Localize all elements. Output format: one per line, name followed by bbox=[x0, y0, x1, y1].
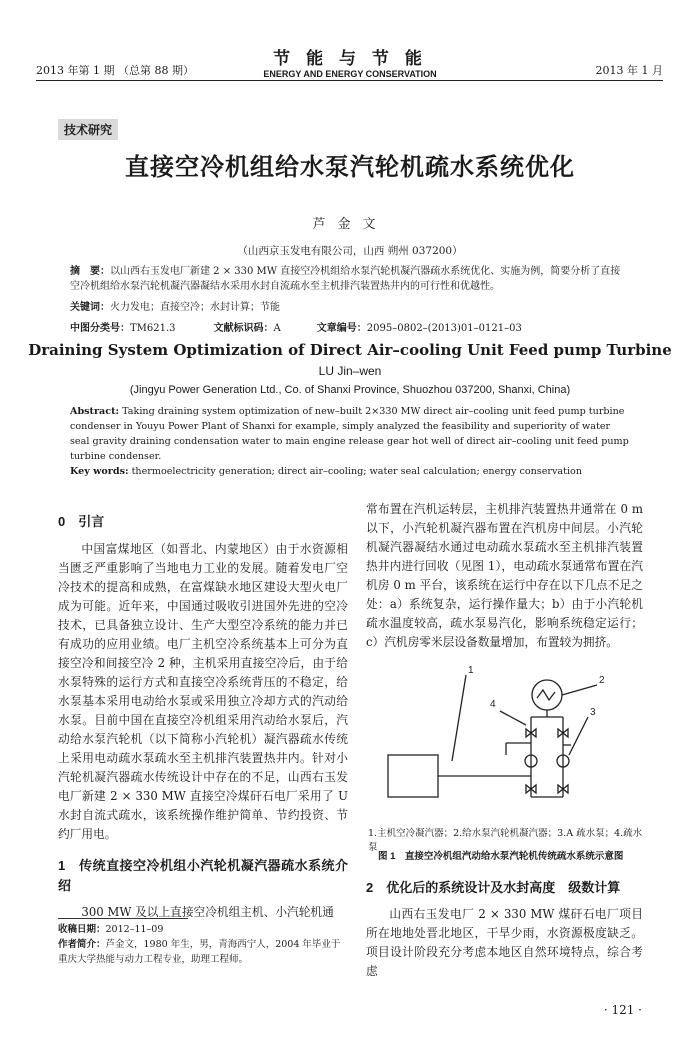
author-affiliation: （山西京玉发电有限公司，山西 朔州 037200） bbox=[237, 245, 463, 257]
author-name: 芦金文 bbox=[312, 217, 388, 232]
english-abstract bbox=[70, 404, 630, 479]
figure-label-4: 4 bbox=[490, 699, 496, 710]
section-1-paragraph-cont: 常布置在汽机运转层，主机排汽装置热井通常在 0 m 以下，小汽轮机凝汽器布置在汽机房中间层。小汽轮机凝汽器凝结水通过电动疏水泵疏水至主机排汽装置热井内进行回收（见图 1），电动疏水泵通常布置在汽机房 0 m 平台，该系统在运行中存在以下几点不足之处：a）系统复杂，运行操作量大；b）由于小汽轮机疏水温度较高，疏水泵易汽化，影响系统稳定运行；c）汽机房零米层设备数量增加，布置较为拥挤。 bbox=[366, 502, 643, 649]
right-column bbox=[366, 500, 643, 652]
abstract-label: 摘 要： bbox=[70, 266, 110, 277]
section-0-paragraph: 中国富煤地区（如晋北、内蒙地区）由于水资源相当匮乏严重影响了当地电力工业的发展。随着发电厂空冷技术的提高和成熟，在富煤缺水地区建设大型火电厂成为可能。近年来，中国通过吸收引进国外先进的空冷技术，已具备独立设计、生产大型空冷系统的能力并已有成功的应用业绩。电厂主机空冷系统基本上可分为直接空冷和间接空冷 2 种，主机采用直接空冷后，由于给水泵特殊的运行方式和直接空冷系统背压的不稳定，给水泵基本采用电动给水泵或采用独立冷却方式的汽动给水泵。目前中国在直接空冷机组采用汽动给水泵后，汽动给水泵汽轮机（以下简称小汽轮机）凝汽器疏水传统上采用电动疏水泵疏水至主机排汽装置热井内。针对小汽轮机凝汽器疏水传统设计中存在的不足，山西右玉发电厂新建 2 × 330 MW 直接空冷煤矸石电厂采用了 U 水封自流式疏水，该系统操作维护简单、节约投资、节约厂用电。 bbox=[58, 542, 348, 841]
header-issue: 2013 年第 1 期 （总第 88 期） bbox=[36, 64, 194, 77]
received-value: 2012–11–09 bbox=[105, 924, 164, 935]
english-abstract-text: Taking draining system optimization of new–built 2×330 MW direct air–cooling unit feed pump turbine condenser in Youyu Power Plant of Shanxi for example, simply analyzed the feasibility and superiority of water seal gravity draining condensation water to main engine release gear hot well of direct air–cooling unit feed pump turbine condenser. bbox=[70, 406, 629, 462]
journal-title-en: ENERGY AND ENERGY CONSERVATION bbox=[263, 69, 437, 79]
header-divider bbox=[36, 80, 663, 81]
author-bio bbox=[58, 937, 348, 967]
classification-row bbox=[70, 319, 522, 334]
figure-1-legend: 1.主机空冷凝汽器；2.给水泵汽轮机凝汽器；3.A 疏水泵；4.疏水泵 bbox=[368, 828, 643, 853]
section-0-heading: 0 引言 bbox=[58, 514, 105, 529]
received-label: 收稿日期： bbox=[58, 924, 106, 935]
doc-code-value: A bbox=[273, 323, 281, 334]
abstract-text: 以山西右玉发电厂新建 2 × 330 MW 直接空冷机组给水泵汽轮机凝汽器疏水系统优化、实施为例，简要分析了直接空冷机组给水泵汽轮机凝汽器凝结水采用水封自流疏水至主机排汽装置热井内的可行性和优越性。 bbox=[70, 266, 621, 292]
condenser-coil bbox=[537, 690, 555, 700]
figure-1-caption: 图 1 直接空冷机组汽动给水泵汽轮机传统疏水系统示意图 bbox=[378, 851, 624, 862]
figure-label-2: 2 bbox=[599, 675, 605, 686]
english-title: Draining System Optimization of Direct Air–cooling Unit Feed pump Turbine bbox=[28, 341, 672, 359]
main-condenser-shape bbox=[388, 755, 438, 797]
section-1-paragraph-start: 300 MW 及以上直接空冷机组主机、小汽轮机通 bbox=[81, 905, 334, 919]
clc-value: TM621.3 bbox=[130, 323, 176, 334]
article-no-label: 文章编号： bbox=[316, 323, 367, 334]
turbine-condenser-shape bbox=[532, 680, 562, 710]
footnote bbox=[58, 922, 348, 967]
figure-label-1: 1 bbox=[468, 665, 474, 676]
bio-text: 芦金文，1980 年生，男，青海西宁人，2004 年毕业于重庆大学热能与动力工程专业，助理工程师。 bbox=[58, 939, 341, 965]
clc-label: 中图分类号： bbox=[70, 323, 130, 334]
header-date: 2013 年 1 月 bbox=[595, 64, 663, 77]
doc-code-label: 文献标识码： bbox=[213, 323, 274, 334]
page-number: · 121 · bbox=[603, 1003, 642, 1017]
english-abstract-label: Abstract: bbox=[70, 406, 120, 417]
keywords-cn bbox=[70, 301, 630, 316]
article-no-value: 2095–0802–(2013)01–0121–03 bbox=[366, 323, 522, 334]
footnote-rule bbox=[58, 918, 188, 919]
english-keywords-text: thermoelectricity generation; direct air–cooling; water seal calculation; energy conservation bbox=[131, 466, 583, 477]
section-1-heading: 1 传统直接空冷机组小汽轮机凝汽器疏水系统介绍 bbox=[58, 858, 348, 893]
english-author: LU Jin–wen bbox=[318, 364, 382, 378]
keywords-text: 火力发电；直接空冷；水封计算；节能 bbox=[110, 302, 280, 313]
abstract-cn bbox=[70, 265, 630, 294]
section-2-heading: 2 优化后的系统设计及水封高度 级数计算 bbox=[366, 880, 621, 895]
figure-label-3: 3 bbox=[590, 707, 596, 718]
article-title: 直接空冷机组给水泵汽轮机疏水系统优化 bbox=[125, 154, 575, 181]
section-2 bbox=[366, 878, 643, 981]
english-affiliation: (Jingyu Power Generation Ltd., Co. of Shanxi Province, Shuozhou 037200, Shanxi, China) bbox=[129, 384, 571, 396]
figure-1-diagram bbox=[366, 655, 656, 820]
left-column bbox=[58, 512, 348, 922]
english-keywords-label: Key words: bbox=[70, 466, 129, 477]
bio-label: 作者简介： bbox=[58, 939, 106, 950]
journal-title-cn: 节 能 与 节 能 bbox=[273, 49, 427, 69]
english-keywords bbox=[70, 464, 630, 479]
section-2-paragraph: 山西右玉发电厂 2 × 330 MW 煤矸石电厂项目所在地地处晋北地区，干旱少雨，水资源极度缺乏。项目设计阶段充分考虑本地区自然环境特点，综合考虑 bbox=[366, 907, 643, 978]
keywords-label: 关键词： bbox=[70, 302, 110, 313]
received-date bbox=[58, 922, 348, 937]
section-tag: 技术研究 bbox=[58, 119, 118, 140]
